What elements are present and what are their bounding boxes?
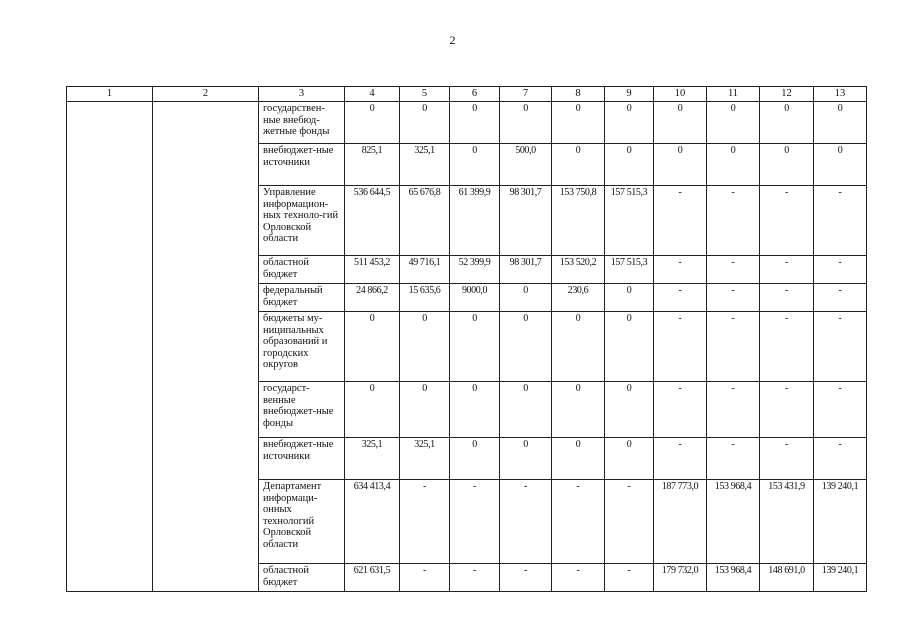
value-cell: - [654,438,707,480]
value-cell: 0 [400,102,450,144]
value-cell: - [760,186,814,256]
value-cell: - [814,284,867,312]
header-row [67,87,867,102]
column-header: 8 [552,87,605,102]
value-cell: - [654,284,707,312]
column-header: 3 [259,87,345,102]
value-cell: 0 [605,382,654,438]
value-cell: - [814,438,867,480]
value-cell: 0 [450,382,500,438]
value-cell: 0 [552,382,605,438]
table-row [67,102,867,144]
value-cell: 536 644,5 [345,186,400,256]
col-1-cell [67,102,153,592]
value-cell: - [760,438,814,480]
funding-source-cell: бюджеты му-ниципальных образований и городских округов [259,312,345,382]
value-cell: 0 [605,312,654,382]
value-cell: 157 515,3 [605,186,654,256]
funding-source-cell: государст-венные внебюджет-ные фонды [259,382,345,438]
page-number: 2 [449,33,456,47]
budget-table [66,86,867,592]
value-cell: 153 520,2 [552,256,605,284]
value-cell: - [707,186,760,256]
value-cell: 0 [654,102,707,144]
funding-source-cell: федеральный бюджет [259,284,345,312]
value-cell: 0 [707,102,760,144]
table-body [67,102,867,592]
value-cell: - [605,480,654,564]
value-cell: - [814,312,867,382]
value-cell: 0 [400,382,450,438]
value-cell: - [760,256,814,284]
value-cell: 0 [760,144,814,186]
value-cell: 825,1 [345,144,400,186]
value-cell: 157 515,3 [605,256,654,284]
value-cell: - [707,312,760,382]
value-cell: 65 676,8 [400,186,450,256]
value-cell: - [552,480,605,564]
value-cell: - [552,564,605,592]
value-cell: 0 [450,438,500,480]
value-cell: - [707,438,760,480]
value-cell: - [654,382,707,438]
value-cell: 153 968,4 [707,480,760,564]
value-cell: - [760,382,814,438]
column-header: 5 [400,87,450,102]
value-cell: - [814,382,867,438]
value-cell: 0 [707,144,760,186]
column-header: 11 [707,87,760,102]
value-cell: 0 [500,102,552,144]
value-cell: - [400,480,450,564]
value-cell: - [760,284,814,312]
value-cell: 0 [345,312,400,382]
value-cell: 148 691,0 [760,564,814,592]
value-cell: 0 [605,144,654,186]
value-cell: 634 413,4 [345,480,400,564]
value-cell: 325,1 [400,144,450,186]
value-cell: 61 399,9 [450,186,500,256]
value-cell: 187 773,0 [654,480,707,564]
value-cell: 0 [552,438,605,480]
value-cell: 0 [552,102,605,144]
funding-source-cell: внебюджет-ные источники [259,438,345,480]
value-cell: 139 240,1 [814,564,867,592]
value-cell: 0 [605,102,654,144]
value-cell: - [707,382,760,438]
value-cell: 153 968,4 [707,564,760,592]
funding-source-cell: государствен-ные внебюд-жетные фонды [259,102,345,144]
value-cell: - [654,312,707,382]
column-header: 1 [67,87,153,102]
value-cell: 0 [760,102,814,144]
value-cell: 98 301,7 [500,186,552,256]
column-header: 13 [814,87,867,102]
column-header: 7 [500,87,552,102]
value-cell: - [500,480,552,564]
value-cell: - [450,480,500,564]
value-cell: 24 866,2 [345,284,400,312]
value-cell: 500,0 [500,144,552,186]
column-header: 6 [450,87,500,102]
value-cell: 0 [814,102,867,144]
value-cell: 0 [500,382,552,438]
value-cell: 0 [345,102,400,144]
value-cell: 0 [500,312,552,382]
funding-source-cell: Департамент информаци-онных технологий Орловской области [259,480,345,564]
value-cell: 230,6 [552,284,605,312]
value-cell: - [760,312,814,382]
column-header: 2 [153,87,259,102]
value-cell: 0 [654,144,707,186]
value-cell: 0 [450,102,500,144]
value-cell: - [500,564,552,592]
value-cell: - [605,564,654,592]
funding-source-cell: областной бюджет [259,564,345,592]
value-cell: 0 [500,284,552,312]
value-cell: 0 [605,438,654,480]
value-cell: - [814,186,867,256]
value-cell: - [450,564,500,592]
value-cell: 49 716,1 [400,256,450,284]
value-cell: 179 732,0 [654,564,707,592]
value-cell: 0 [400,312,450,382]
value-cell: 0 [450,312,500,382]
value-cell: 511 453,2 [345,256,400,284]
value-cell: 0 [345,382,400,438]
funding-source-cell: областной бюджет [259,256,345,284]
column-header: 4 [345,87,400,102]
value-cell: 153 431,9 [760,480,814,564]
column-header: 12 [760,87,814,102]
value-cell: 325,1 [400,438,450,480]
value-cell: 325,1 [345,438,400,480]
value-cell: 621 631,5 [345,564,400,592]
funding-source-cell: Управление информацион-ных техноло-гий Орловской области [259,186,345,256]
value-cell: 0 [500,438,552,480]
column-header: 10 [654,87,707,102]
column-header: 9 [605,87,654,102]
value-cell: 52 399,9 [450,256,500,284]
col-2-cell [153,102,259,592]
funding-source-cell: внебюджет-ные источники [259,144,345,186]
value-cell: - [654,186,707,256]
value-cell: 0 [605,284,654,312]
value-cell: 15 635,6 [400,284,450,312]
value-cell: 0 [450,144,500,186]
value-cell: - [400,564,450,592]
value-cell: - [707,256,760,284]
value-cell: 139 240,1 [814,480,867,564]
value-cell: 9000,0 [450,284,500,312]
value-cell: 98 301,7 [500,256,552,284]
value-cell: 0 [552,312,605,382]
value-cell: - [707,284,760,312]
value-cell: - [814,256,867,284]
value-cell: - [654,256,707,284]
value-cell: 153 750,8 [552,186,605,256]
value-cell: 0 [814,144,867,186]
value-cell: 0 [552,144,605,186]
